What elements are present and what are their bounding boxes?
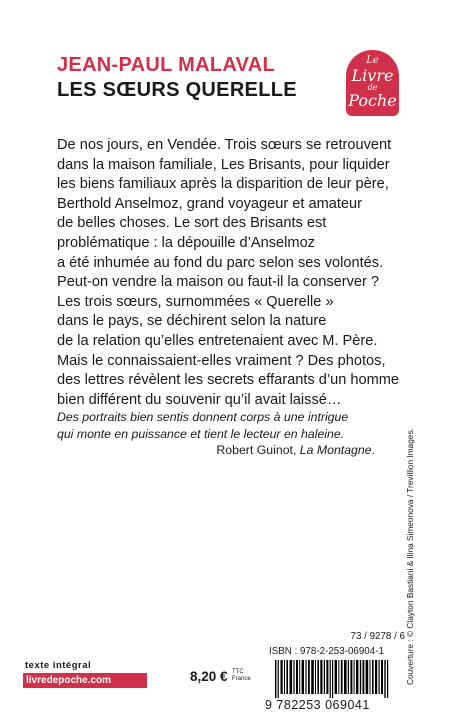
blurb-line: problématique : la dépouille d’Anselmoz (57, 234, 315, 251)
blurb-line: Peut-on vendre la maison ou faut-il la conserver ? (57, 274, 380, 291)
blurb-line: bien différent du souvenir qu’il avait laissé… (57, 391, 342, 408)
quote-end: . (371, 443, 375, 457)
back-cover-blurb (57, 136, 427, 410)
price: 8,20 € (190, 669, 228, 684)
website-link[interactable]: livredepoche.com (23, 673, 147, 688)
quote-line: qui monte en puissance et tient le lecteur en haleine. (57, 426, 345, 441)
ttc-label: TTC (232, 669, 244, 675)
book-title: LES SŒURS QUERELLE (57, 79, 297, 101)
blurb-line: De nos jours, en Vendée. Trois sœurs se retrouvent (57, 137, 392, 153)
blurb-line: a été inhumée au fond du parc selon ses volontés. (57, 254, 384, 271)
quote-author: Robert Guinot, (216, 443, 300, 457)
quote-line: Des portraits bien sentis donnent corps à une intrigue (57, 410, 349, 424)
logo-text-livre: Livre (351, 66, 394, 85)
isbn: ISBN : 978-2-253-06904-1 (269, 646, 384, 657)
reference-number: 73 / 9278 / 6 (350, 631, 405, 642)
country-label: France (232, 676, 251, 682)
logo-text-de: de (367, 83, 378, 92)
livre-de-poche-logo (346, 50, 399, 116)
blurb-line: de belles choses. Le sort des Brisants est (57, 215, 327, 232)
quote-attribution (57, 442, 397, 459)
quote-source: La Montagne (299, 443, 372, 457)
press-quote (57, 409, 397, 459)
blurb-line: des lettres révèlent les secrets effarants d’un homme (57, 372, 400, 389)
blurb-line: Les trois sœurs, surnommées « Querelle » (57, 293, 334, 310)
blurb-line: Berthold Anselmoz, grand voyageur et amateur (57, 195, 363, 212)
blurb-line: de la relation qu’elles entretenaient avec M. Père. (57, 332, 378, 349)
author-name: JEAN-PAUL MALAVAL (57, 54, 276, 76)
barcode-number: 9 782253 069041 (265, 698, 370, 712)
logo-text-le: Le (366, 55, 379, 66)
price-tax-note (232, 669, 251, 683)
blurb-line: dans le pays, se déchirent selon la nature (57, 313, 327, 330)
blurb-line: dans la maison familiale, Les Brisants, pour liquider (57, 156, 390, 173)
blurb-line: les biens familiaux après la disparition de leur père, (57, 176, 389, 193)
cover-credit: Couverture : © Clayton Bastiani & Ilina Simeonova / Trevillion Images. (405, 428, 415, 685)
texte-integral-label: texte intégral (25, 660, 92, 671)
barcode-icon (265, 660, 405, 698)
logo-text-poche: Poche (348, 91, 397, 110)
blurb-line: Mais le connaissaient-elles vraiment ? Des photos, (57, 352, 386, 369)
